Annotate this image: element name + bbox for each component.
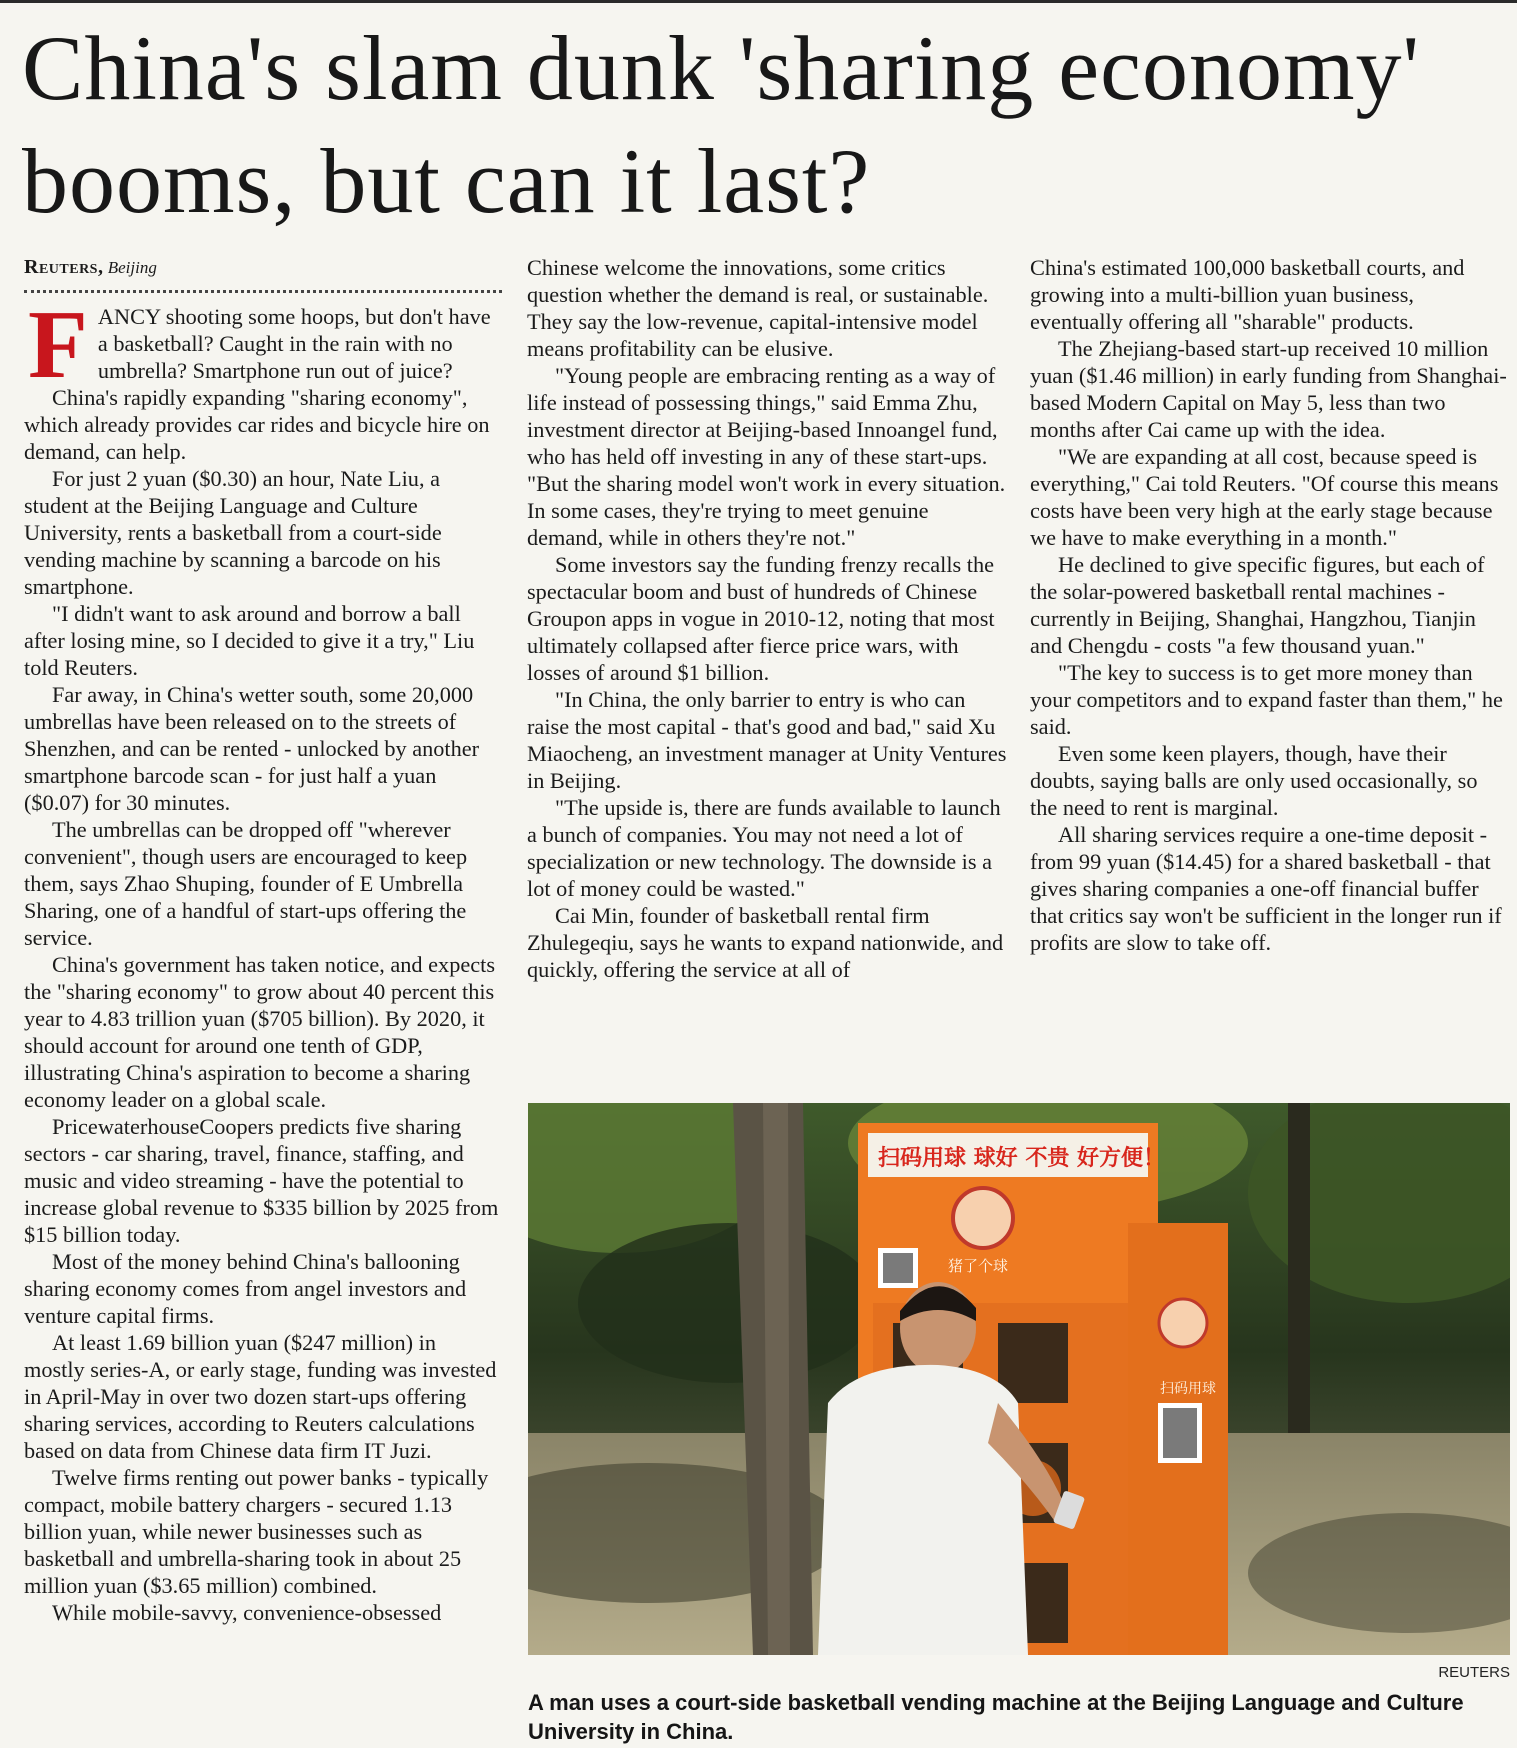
machine-sign: 扫码用球 球好 不贵 好方便！ xyxy=(878,1146,1165,1171)
lead-text: ANCY shooting some hoops, but don't have a basketball? Caught in the rain with no umbrella? Smartphone run out of juice? xyxy=(97,304,491,383)
paragraph: PricewaterhouseCoopers predicts five sharing sectors - car sharing, travel, finance, staffing, and music and video streaming - have the potential to increase global revenue to $335 billion by 2025 from $15 billion today. xyxy=(24,1114,499,1247)
paragraph: He declined to give specific figures, but each of the solar-powered basketball rental machines - currently in Beijing, Shanghai, Hangzhou, Tianjin and Chengdu - costs "a few thousand yuan." xyxy=(1030,552,1485,658)
article-column-1 xyxy=(24,255,502,1626)
paragraph: Some investors say the funding frenzy recalls the spectacular boom and bust of hundreds of Chinese Groupon apps in vogue in 2010-12, noting that most ultimately collapsed after fierce price wars, with losses of around $1 billion. xyxy=(527,552,995,685)
article-headline: China's slam dunk 'sharing economy' booms, but can it last? xyxy=(22,17,1421,232)
top-rule xyxy=(0,0,1517,3)
paragraph: Cai Min, founder of basketball rental firm Zhulegeqiu, says he wants to expand nationwide, and quickly, offering the service at all of xyxy=(527,903,1004,982)
photo-caption: A man uses a court-side basketball vending machine at the Beijing Language and Culture University in China. xyxy=(528,1690,1464,1744)
paragraph: "The upside is, there are funds available to launch a bunch of companies. You may not need a lot of specialization or new technology. The downside is a lot of money could be wasted." xyxy=(527,795,1001,901)
byline-divider xyxy=(24,290,502,293)
news-photo xyxy=(528,1103,1510,1655)
byline-place: Beijing xyxy=(107,258,157,277)
article-column-2 xyxy=(527,254,1007,983)
paragraph: Most of the money behind China's ballooning sharing economy comes from angel investors and venture capital firms. xyxy=(24,1249,467,1328)
paragraph: China's estimated 100,000 basketball courts, and growing into a multi-billion yuan business, eventually offering all "sharable" products. xyxy=(1030,255,1465,334)
paragraph: "In China, the only barrier to entry is who can raise the most capital - that's good and bad," said Xu Miaocheng, an investment manager at Unity Ventures in Beijing. xyxy=(527,687,1007,793)
paragraph: Twelve firms renting out power banks - typically compact, mobile battery chargers - secured 1.13 billion yuan, while newer businesses such as basketball and umbrella-sharing took in about 25 million yuan ($3.65 million) combined. xyxy=(24,1465,489,1598)
paragraph: All sharing services require a one-time deposit - from 99 yuan ($14.45) for a shared basketball - that gives sharing companies a one-off financial buffer that critics say won't be sufficient in the longer run if profits are slow to take off. xyxy=(1030,822,1502,955)
paragraph: The Zhejiang-based start-up received 10 million yuan ($1.46 million) in early funding from Shanghai-based Modern Capital on May 5, less than two months after Cai came up with the idea. xyxy=(1030,336,1507,442)
paragraph: "I didn't want to ask around and borrow a ball after losing mine, so I decided to give it a try," Liu told Reuters. xyxy=(24,601,475,680)
paragraph: While mobile-savvy, convenience-obsessed xyxy=(52,1600,442,1625)
paragraph: China's rapidly expanding "sharing economy", which already provides car rides and bicycle hire on demand, can help. xyxy=(24,385,490,464)
article-column-3 xyxy=(1030,254,1510,956)
paragraph: Far away, in China's wetter south, some 20,000 umbrellas have been released on to the streets of Shenzhen, and can be rented - unlocked by another smartphone barcode scan - for just half a yuan ($0.07) for 30 minutes. xyxy=(24,682,480,815)
byline xyxy=(24,255,502,280)
photo-credit: REUTERS xyxy=(1438,1664,1510,1681)
paragraph: Chinese welcome the innovations, some critics question whether the demand is real, or sustainable. They say the low-revenue, capital-intensive model means profitability can be elusive. xyxy=(527,255,989,361)
paragraph: "Young people are embracing renting as a way of life instead of possessing things," said Emma Zhu, investment director at Beijing-based Innoangel fund, who has held off investing in any of these start-ups. "But the sharing model won't work in every situation. In some cases, they're trying to meet genuine demand, while in others they're not." xyxy=(527,363,1006,550)
byline-agency: Reuters, xyxy=(24,256,104,278)
lead-paragraph xyxy=(24,291,502,399)
paragraph: Even some keen players, though, have their doubts, saying balls are only used occasionally, so the need to rent is marginal. xyxy=(1030,741,1478,820)
machine-side-label: 扫码用球 xyxy=(1160,1381,1216,1397)
paragraph: For just 2 yuan ($0.30) an hour, Nate Liu, a student at the Beijing Language and Culture University, rents a basketball from a court-side vending machine by scanning a barcode on his smartphone. xyxy=(24,466,442,599)
drop-cap: F xyxy=(28,291,88,399)
paragraph: "The key to success is to get more money than your competitors and to expand faster than them," he said. xyxy=(1030,660,1503,739)
machine-mascot-label: 猪了个球 xyxy=(948,1257,1009,1275)
paragraph: At least 1.69 billion yuan ($247 million) in mostly series-A, or early stage, funding was invested in April-May in over two dozen start-ups offering sharing services, according to Reuters calculations based on data from Chinese data firm IT Juzi. xyxy=(24,1330,497,1463)
paragraph: The umbrellas can be dropped off "wherever convenient", though users are encouraged to keep them, says Zhao Shuping, founder of E Umbrella Sharing, one of a handful of start-ups offering the service. xyxy=(24,817,468,950)
basketball-vending-machine-image xyxy=(528,1103,1510,1655)
paragraph: "We are expanding at all cost, because speed is everything," Cai told Reuters. "Of course this means costs have been very high at the early stage because we have to make everything in a month." xyxy=(1030,444,1499,550)
paragraph: China's government has taken notice, and expects the "sharing economy" to grow about 40 percent this year to 4.83 trillion yuan ($705 billion). By 2020, it should account for around one tenth of GDP, illustrating China's aspiration to become a sharing economy leader on a global scale. xyxy=(24,952,496,1112)
